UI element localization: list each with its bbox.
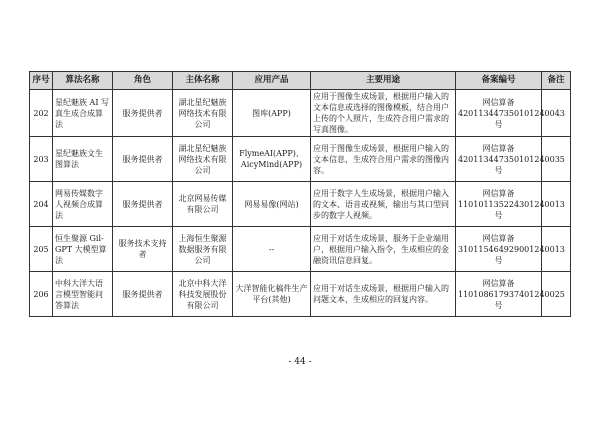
header-note: 备注 [542, 72, 571, 90]
cell-role: 服务提供者 [113, 182, 173, 227]
cell-algorithm: 恒生聚源 Gil-GPT 大模型算法 [53, 227, 113, 272]
cell-purpose: 应用于对话生成场景，根据用户输入的问题文本，生成相应的回复内容。 [311, 272, 456, 317]
algorithm-record-table [29, 71, 571, 317]
cell-role: 服务技术支持者 [113, 227, 173, 272]
table-header [30, 72, 571, 90]
table-row [30, 137, 571, 182]
cell-no: 204 [30, 182, 53, 227]
table-row [30, 182, 571, 227]
cell-no: 206 [30, 272, 53, 317]
cell-product: 网易易像(网站) [233, 182, 311, 227]
header-role: 角色 [113, 72, 173, 90]
table-row [30, 272, 571, 317]
cell-purpose: 应用于对话生成场景，服务于企业端用户，根据用户输入指令，生成相应的金融资讯信息回复。 [311, 227, 456, 272]
cell-no: 203 [30, 137, 53, 182]
header-purpose: 主要用途 [311, 72, 456, 90]
cell-no: 205 [30, 227, 53, 272]
cell-record: 网信算备420113447350101240043 号 [456, 90, 542, 137]
cell-purpose: 应用于图像生成场景，根据用户输入的文本信息或选择的图像模板，结合用户上传的个人照片，生成符合用户需求的写真图像。 [311, 90, 456, 137]
cell-entity: 北京中科大洋科技发展股份有限公司 [173, 272, 233, 317]
cell-record: 网信算备110101135224301240013 号 [456, 182, 542, 227]
cell-product: FlymeAI(APP)、AicyMind(APP) [233, 137, 311, 182]
cell-product: -- [233, 227, 311, 272]
cell-record: 网信算备110108617937401240025 号 [456, 272, 542, 317]
header-entity: 主体名称 [173, 72, 233, 90]
header-no: 序号 [30, 72, 53, 90]
cell-entity: 上海恒生聚源数据服务有限公司 [173, 227, 233, 272]
header-record: 备案编号 [456, 72, 542, 90]
cell-algorithm: 星纪魅族文生图算法 [53, 137, 113, 182]
header-algorithm: 算法名称 [53, 72, 113, 90]
cell-entity: 湖北星纪魅族网络技术有限公司 [173, 90, 233, 137]
page-number: - 44 - [288, 357, 312, 367]
cell-role: 服务提供者 [113, 90, 173, 137]
cell-role: 服务提供者 [113, 272, 173, 317]
cell-product: 大洋智能化稿件生产平台(其他) [233, 272, 311, 317]
cell-purpose: 应用于数字人生成场景，根据用户输入的文本、语音或视频，输出与其口型同步的数字人视频。 [311, 182, 456, 227]
cell-entity: 北京网易传媒有限公司 [173, 182, 233, 227]
cell-algorithm: 中科大洋大语言模型智能问答算法 [53, 272, 113, 317]
header-product: 应用产品 [233, 72, 311, 90]
cell-algorithm: 网易传媒数字人视频合成算法 [53, 182, 113, 227]
cell-entity: 湖北星纪魅族网络技术有限公司 [173, 137, 233, 182]
cell-product: 图库(APP) [233, 90, 311, 137]
cell-no: 202 [30, 90, 53, 137]
cell-role: 服务提供者 [113, 137, 173, 182]
cell-record: 网信算备310115464929001240013 号 [456, 227, 542, 272]
cell-record: 网信算备420113447350101240035 号 [456, 137, 542, 182]
table-row [30, 90, 571, 137]
cell-algorithm: 星纪魅族 AI 写真生成合成算法 [53, 90, 113, 137]
table-row [30, 227, 571, 272]
cell-purpose: 应用于图像生成场景，根据用户输入的文本信息，生成符合用户需求的图像内容。 [311, 137, 456, 182]
